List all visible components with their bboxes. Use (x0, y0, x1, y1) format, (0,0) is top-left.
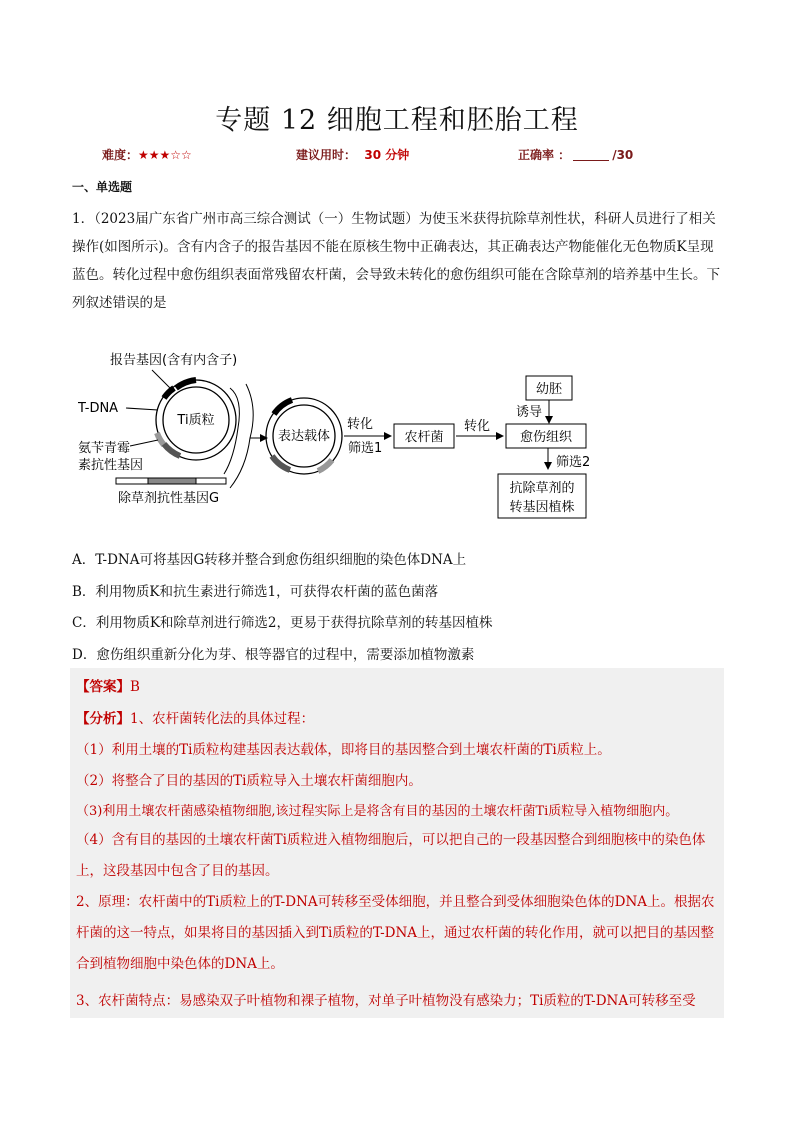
principle-text: 2、原理：农杆菌中的Ti质粒上的T-DNA可转移至受体细胞，并且整合到受体细胞染色体的DNA上。根据农杆菌的这一特点，如果将目的基因插入到Ti质粒的T-DNA上，通过农杆菌的转化作用，就可以把目的基因整合到植物细胞中染色体的DNA上。 (76, 894, 715, 972)
page-title: 专题 12 细胞工程和胚胎工程 (215, 105, 579, 136)
feature-text: 3、农杆菌特点：易感染双子叶植物和裸子植物，对单子叶植物没有感染力；Ti质粒的T-DNA可转移至受 (76, 993, 696, 1009)
suggested-time (296, 146, 409, 163)
herbicide-gene-bar (148, 478, 196, 484)
transformation-diagram (78, 348, 598, 528)
accuracy-field (518, 146, 633, 163)
callus-label: 愈伤组织 (519, 430, 573, 445)
section-heading: 一、单选题 (72, 180, 133, 194)
answer-tag: 【答案】 (76, 679, 130, 695)
analysis-head: 1、农杆菌转化法的具体过程： (130, 711, 315, 727)
question-stem: 1．（2023届广东省广州市高三综合测试（一）生物试题）为使玉米获得抗除草剂性状，科研人员进行了相关操作(如图所示)。含有内含子的报告基因不能在原核生物中正确表达，其正确表达产物能催化无色物质K呈现蓝色。转化过程中愈伤组织表面常残留农杆菌，会导致未转化的愈伤组织可能在含除草剂的培养基中生长。下列叙述错误的是 (72, 211, 720, 311)
time-label: 建议用时： (296, 148, 357, 162)
expression-vector-label: 表达载体 (277, 429, 331, 444)
plant-label-1: 抗除草剂的 (509, 481, 575, 496)
amp-gene-label-2: 素抗性基因 (78, 458, 144, 473)
young-embryo-label: 幼胚 (535, 382, 563, 397)
amp-gene-segment (157, 433, 164, 445)
option-c[interactable]: C．利用物质K和除草剂进行筛选2，更易于获得抗除草剂的转基因植株 (72, 615, 493, 631)
analysis-step-2: （2）将整合了目的基因的Ti质粒导入土壤农杆菌细胞内。 (76, 773, 422, 789)
answer-line (76, 675, 140, 695)
analysis-step-1: （1）利用土壤的Ti质粒构建基因表达载体，即将目的基因整合到土壤农杆菌的Ti质粒上。 (76, 742, 611, 758)
time-value: 30 分钟 (364, 148, 410, 162)
option-d[interactable]: D．愈伤组织重新分化为芽、根等器官的过程中，需要添加植物激素 (72, 647, 475, 663)
herbicide-gene-label: 除草剂抗性基因G (118, 491, 220, 506)
agrobacterium-label: 农杆菌 (404, 430, 444, 445)
transform-2-label: 转化 (464, 419, 491, 434)
analysis-step-4: （4）含有目的基因的土壤农杆菌Ti质粒进入植物细胞后，可以把自己的一段基因整合到细胞核中的染色体上，这段基因中包含了目的基因。 (76, 832, 706, 879)
option-b[interactable]: B．利用物质K和抗生素进行筛选1，可获得农杆菌的蓝色菌落 (72, 584, 439, 600)
difficulty-rating (102, 146, 192, 163)
answer-value: B (130, 679, 140, 695)
answer-panel (70, 668, 724, 1018)
analysis-tag: 【分析】 (76, 711, 130, 727)
screen-1-label: 筛选1 (348, 441, 383, 456)
reporter-gene-label: 报告基因(含有内含子) (110, 353, 238, 368)
induce-label: 诱导 (516, 405, 543, 420)
difficulty-label: 难度： (102, 148, 139, 162)
accuracy-blank[interactable] (573, 160, 609, 161)
transform-1-label: 转化 (347, 417, 374, 432)
analysis-step-3: （3)利用土壤农杆菌感染植物细胞,该过程实际上是将含有目的基因的土壤农杆菌Ti质粒导入植物细胞内。 (76, 804, 679, 819)
accuracy-total: /30 (612, 148, 634, 162)
screen-2-label: 筛选2 (556, 455, 591, 470)
t-dna-label: T-DNA (78, 401, 119, 416)
accuracy-label: 正确率 ： (518, 148, 571, 162)
option-a[interactable]: A．T-DNA可将基因G转移并整合到愈伤组织细胞的染色体DNA上 (72, 552, 467, 568)
analysis-line (76, 707, 314, 727)
ti-plasmid-label: Ti质粒 (177, 413, 215, 428)
plant-label-2: 转基因植株 (509, 500, 575, 515)
amp-gene-label-1: 氨苄青霉 (78, 441, 131, 456)
difficulty-stars: ★★★☆☆ (138, 148, 192, 162)
